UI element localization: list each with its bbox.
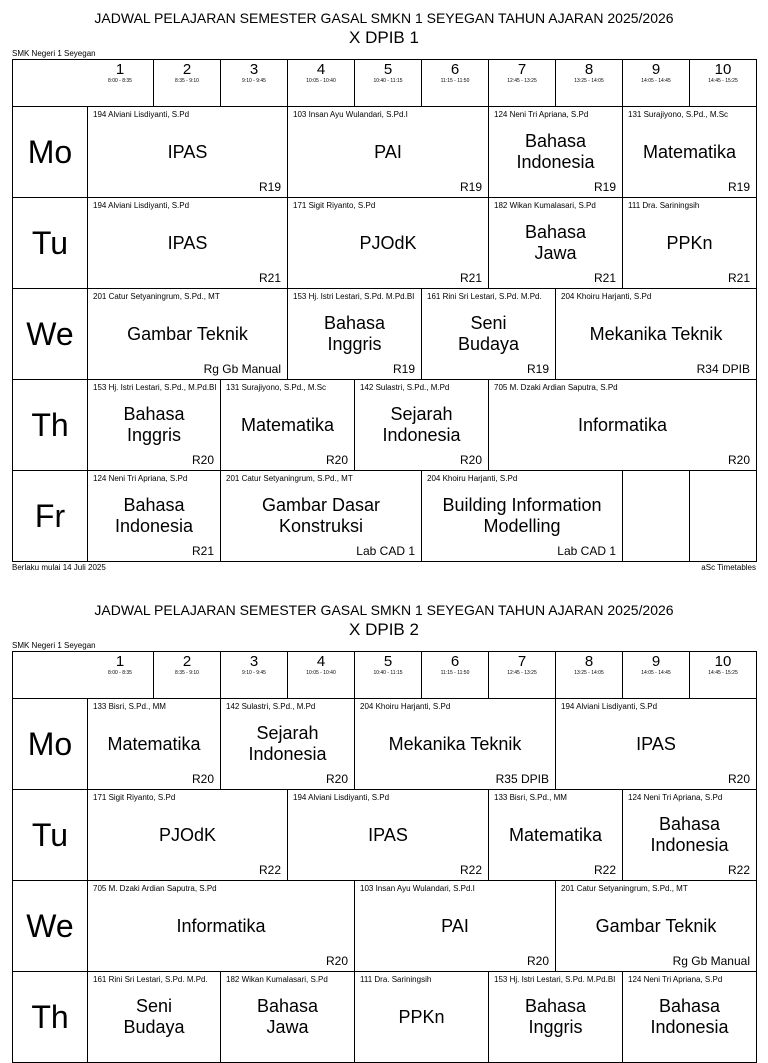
period-header: [288, 59, 355, 107]
footer-effective-date: Berlaku mulai 14 Juli 2025: [12, 563, 106, 572]
lesson-cell: [87, 380, 221, 471]
subject-name: PJOdK: [158, 824, 217, 845]
period-header: [288, 651, 355, 699]
subject-name: Gambar Teknik: [127, 323, 248, 344]
period-header: [87, 651, 154, 699]
room-label: R21: [191, 544, 214, 558]
subject-name: Bahasa Inggris: [323, 313, 386, 354]
period-number: 7: [517, 653, 527, 670]
period-time: 13:25 - 14:05: [574, 78, 604, 84]
lesson-cell: [355, 972, 489, 1063]
teacher-name: 111 Dra. Sariningsih: [628, 201, 700, 210]
day-label: Fr: [12, 471, 87, 562]
period-number: 6: [450, 653, 460, 670]
lesson-cell: [87, 881, 355, 972]
day-label: We: [12, 289, 87, 380]
teacher-name: 194 Alviani Lisdiyanti, S.Pd: [93, 201, 190, 210]
day-label: Mo: [12, 107, 87, 198]
header-corner: [12, 59, 87, 107]
period-number: 6: [450, 61, 460, 78]
subject-name: Matematika: [107, 733, 201, 754]
room-label: R20: [526, 954, 549, 968]
lesson-cell: [489, 790, 623, 881]
teacher-name: 133 Bisri, S.Pd., MM: [93, 702, 166, 711]
room-label: R20: [191, 453, 214, 467]
teacher-name: 124 Neni Tri Apriana, S.Pd: [628, 793, 723, 802]
teacher-name: 103 Insan Ayu Wulandari, S.Pd.I: [360, 884, 475, 893]
room-label: R21: [727, 271, 750, 285]
period-number: 2: [182, 653, 192, 670]
subject-name: PPKn: [666, 232, 713, 253]
subject-name: Informatika: [176, 915, 266, 936]
lesson-cell: [87, 471, 221, 562]
teacher-name: 201 Catur Setyaningrum, S.Pd., MT: [226, 474, 353, 483]
room-label: R20: [325, 954, 348, 968]
lesson-cell: [489, 198, 623, 289]
teacher-name: 204 Khoiru Harjanti, S.Pd: [360, 702, 451, 711]
teacher-name: 124 Neni Tri Apriana, S.Pd: [628, 975, 723, 984]
period-time: 12:45 - 13:25: [507, 78, 537, 84]
subject-name: Matematika: [642, 141, 737, 162]
period-number: 9: [651, 653, 661, 670]
period-time: 14:05 - 14:45: [641, 670, 671, 676]
room-label: R22: [593, 863, 616, 877]
subject-name: Bahasa Jawa: [256, 996, 319, 1037]
teacher-name: 161 Rini Sri Lestari, S.Pd. M.Pd.: [93, 975, 208, 984]
room-label: R35 DPIB: [495, 772, 549, 786]
timetable-title: JADWAL PELAJARAN SEMESTER GASAL SMKN 1 SEYEGAN TAHUN AJARAN 2025/2026: [94, 10, 674, 26]
lesson-cell: [489, 972, 623, 1063]
teacher-name: 705 M. Dzaki Ardian Saputra, S.Pd: [494, 383, 618, 392]
subject-name: Bahasa Indonesia: [650, 996, 729, 1037]
class-name: X DPIB 1: [349, 28, 419, 47]
lesson-cell: [221, 471, 422, 562]
period-time: 10:05 - 10:40: [306, 670, 336, 676]
teacher-name: 161 Rini Sri Lestari, S.Pd. M.Pd.: [427, 292, 542, 301]
period-header: [422, 651, 489, 699]
teacher-name: 204 Khoiru Harjanti, S.Pd: [427, 474, 518, 483]
room-label: R19: [526, 362, 549, 376]
lesson-cell: [87, 107, 288, 198]
day-label: Tu: [12, 198, 87, 289]
teacher-name: 182 Wikan Kumalasari, S.Pd: [226, 975, 328, 984]
lesson-cell: [355, 699, 556, 790]
room-label: R22: [258, 863, 281, 877]
room-label: R20: [191, 772, 214, 786]
period-time: 10:40 - 11:15: [373, 78, 403, 84]
teacher-name: 153 Hj. Istri Lestari, S.Pd., M.Pd.BI: [93, 383, 217, 392]
room-label: R19: [593, 180, 616, 194]
teacher-name: 103 Insan Ayu Wulandari, S.Pd.I: [293, 110, 408, 119]
period-time: 9:10 - 9:45: [242, 78, 266, 84]
period-number: 2: [182, 61, 192, 78]
lesson-cell: [355, 881, 556, 972]
subject-name: Matematika: [240, 414, 335, 435]
period-number: 10: [714, 653, 732, 670]
period-time: 9:10 - 9:45: [242, 670, 266, 676]
room-label: R21: [459, 271, 482, 285]
teacher-name: 124 Neni Tri Apriana, S.Pd: [93, 474, 188, 483]
subject-name: Building Information Modelling: [442, 495, 602, 536]
room-label: R22: [459, 863, 482, 877]
room-label: R20: [459, 453, 482, 467]
teacher-name: 171 Sigit Riyanto, S.Pd: [93, 793, 176, 802]
timetable-title: JADWAL PELAJARAN SEMESTER GASAL SMKN 1 SEYEGAN TAHUN AJARAN 2025/2026: [94, 602, 674, 618]
school-name: SMK Negeri 1 Seyegan: [12, 49, 96, 58]
room-label: Lab CAD 1: [356, 544, 415, 558]
period-number: 4: [316, 61, 326, 78]
room-label: R20: [325, 453, 348, 467]
teacher-name: 142 Sulastri, S.Pd., M.Pd: [226, 702, 316, 711]
period-time: 13:25 - 14:05: [574, 670, 604, 676]
lesson-cell: [221, 972, 355, 1063]
school-name: SMK Negeri 1 Seyegan: [12, 641, 96, 650]
period-time: 8:00 - 8:35: [108, 670, 132, 676]
period-number: 3: [249, 653, 259, 670]
subject-name: IPAS: [167, 141, 208, 162]
period-time: 8:35 - 9:10: [175, 670, 199, 676]
subject-name: Bahasa Indonesia: [516, 131, 595, 172]
subject-name: Bahasa Indonesia: [114, 495, 194, 536]
lesson-cell: [87, 198, 288, 289]
teacher-name: 194 Alviani Lisdiyanti, S.Pd: [561, 702, 658, 711]
room-label: R19: [459, 180, 482, 194]
lesson-cell: [221, 380, 355, 471]
subject-name: Bahasa Inggris: [524, 996, 587, 1037]
period-time: 10:05 - 10:40: [306, 78, 336, 84]
subject-name: IPAS: [167, 232, 208, 253]
teacher-name: 124 Neni Tri Apriana, S.Pd: [494, 110, 589, 119]
period-header: [221, 651, 288, 699]
day-label: We: [12, 881, 87, 972]
lesson-cell: [489, 107, 623, 198]
period-number: 9: [651, 61, 661, 78]
lesson-cell: [556, 699, 757, 790]
period-number: 10: [714, 61, 732, 78]
lesson-cell: [623, 790, 757, 881]
period-header: [690, 59, 757, 107]
subject-name: Bahasa Inggris: [123, 404, 185, 445]
teacher-name: 194 Alviani Lisdiyanti, S.Pd: [293, 793, 390, 802]
room-label: R19: [392, 362, 415, 376]
room-label: R19: [727, 180, 750, 194]
room-label: Rg Gb Manual: [203, 362, 281, 376]
lesson-cell: [556, 881, 757, 972]
period-header: [489, 651, 556, 699]
period-header: [221, 59, 288, 107]
teacher-name: 133 Bisri, S.Pd., MM: [494, 793, 567, 802]
period-number: 1: [115, 61, 125, 78]
teacher-name: 131 Surajiyono, S.Pd., M.Sc: [226, 383, 327, 392]
teacher-name: 705 M. Dzaki Ardian Saputra, S.Pd: [93, 884, 217, 893]
subject-name: Bahasa Jawa: [524, 222, 587, 263]
teacher-name: 182 Wikan Kumalasari, S.Pd: [494, 201, 596, 210]
lesson-cell: [288, 198, 489, 289]
room-label: R34 DPIB: [696, 362, 750, 376]
room-label: R21: [593, 271, 616, 285]
footer-credit: aSc Timetables: [701, 563, 756, 572]
period-header: [355, 651, 422, 699]
lesson-cell: [87, 790, 288, 881]
lesson-cell: [422, 471, 623, 562]
period-number: 1: [115, 653, 125, 670]
teacher-name: 171 Sigit Riyanto, S.Pd: [293, 201, 376, 210]
period-header: [154, 651, 221, 699]
room-label: R20: [727, 453, 750, 467]
subject-name: PAI: [374, 141, 402, 162]
period-header: [556, 651, 623, 699]
period-header: [489, 59, 556, 107]
day-label: Tu: [12, 790, 87, 881]
period-header: [154, 59, 221, 107]
room-label: R21: [258, 271, 281, 285]
day-label: Mo: [12, 699, 87, 790]
teacher-name: 204 Khoiru Harjanti, S.Pd: [561, 292, 652, 301]
lesson-cell: [623, 107, 757, 198]
subject-name: Mekanika Teknik: [589, 323, 723, 344]
period-time: 8:35 - 9:10: [175, 78, 199, 84]
period-time: 10:40 - 11:15: [373, 670, 403, 676]
room-label: R22: [727, 863, 750, 877]
header-corner: [12, 651, 87, 699]
period-number: 8: [584, 61, 594, 78]
subject-name: Gambar Dasar Konstruksi: [261, 495, 381, 536]
period-header: [623, 59, 690, 107]
period-number: 4: [316, 653, 326, 670]
subject-name: Sejarah Indonesia: [248, 723, 327, 764]
period-time: 8:00 - 8:35: [108, 78, 132, 84]
lesson-cell: [623, 471, 690, 562]
subject-name: PJOdK: [359, 232, 417, 253]
lesson-cell: [288, 790, 489, 881]
subject-name: Sejarah Indonesia: [382, 404, 461, 445]
subject-name: Informatika: [577, 414, 668, 435]
lesson-cell: [422, 289, 556, 380]
teacher-name: 153 Hj. Istri Lestari, S.Pd. M.Pd.BI: [293, 292, 415, 301]
lesson-cell: [623, 198, 757, 289]
subject-name: PPKn: [398, 1006, 445, 1027]
teacher-name: 131 Surajiyono, S.Pd., M.Sc: [628, 110, 729, 119]
teacher-name: 153 Hj. Istri Lestari, S.Pd. M.Pd.BI: [494, 975, 616, 984]
lesson-cell: [690, 471, 757, 562]
subject-name: IPAS: [368, 824, 408, 845]
subject-name: Matematika: [508, 824, 603, 845]
room-label: Rg Gb Manual: [672, 954, 750, 968]
room-label: R20: [325, 772, 348, 786]
teacher-name: 111 Dra. Sariningsih: [360, 975, 432, 984]
lesson-cell: [87, 289, 288, 380]
subject-name: Bahasa Indonesia: [650, 814, 729, 855]
day-label: Th: [12, 972, 87, 1063]
lesson-cell: [556, 289, 757, 380]
period-time: 14:45 - 15:25: [708, 670, 738, 676]
period-time: 14:45 - 15:25: [708, 78, 738, 84]
period-number: 5: [383, 61, 393, 78]
day-label: Th: [12, 380, 87, 471]
lesson-cell: [489, 380, 757, 471]
period-header: [87, 59, 154, 107]
period-header: [556, 59, 623, 107]
class-name: X DPIB 2: [349, 620, 419, 639]
lesson-cell: [87, 699, 221, 790]
period-time: 14:05 - 14:45: [641, 78, 671, 84]
lesson-cell: [221, 699, 355, 790]
lesson-cell: [87, 972, 221, 1063]
period-number: 5: [383, 653, 393, 670]
teacher-name: 201 Catur Setyaningrum, S.Pd., MT: [561, 884, 688, 893]
period-time: 11:15 - 11:50: [440, 78, 470, 84]
room-label: R20: [727, 772, 750, 786]
period-number: 3: [249, 61, 259, 78]
period-header: [355, 59, 422, 107]
period-number: 7: [517, 61, 527, 78]
subject-name: Gambar Teknik: [595, 915, 717, 936]
period-header: [422, 59, 489, 107]
lesson-cell: [288, 289, 422, 380]
teacher-name: 201 Catur Setyaningrum, S.Pd., MT: [93, 292, 220, 301]
teacher-name: 142 Sulastri, S.Pd., M.Pd: [360, 383, 450, 392]
subject-name: PAI: [441, 915, 469, 936]
lesson-cell: [288, 107, 489, 198]
period-number: 8: [584, 653, 594, 670]
room-label: R19: [258, 180, 281, 194]
period-header: [690, 651, 757, 699]
teacher-name: 194 Alviani Lisdiyanti, S.Pd: [93, 110, 190, 119]
subject-name: Mekanika Teknik: [388, 733, 522, 754]
room-label: Lab CAD 1: [557, 544, 616, 558]
lesson-cell: [623, 972, 757, 1063]
subject-name: Seni Budaya: [457, 313, 520, 354]
subject-name: IPAS: [636, 733, 676, 754]
subject-name: Seni Budaya: [123, 996, 185, 1037]
period-time: 11:15 - 11:50: [440, 670, 470, 676]
period-time: 12:45 - 13:25: [507, 670, 537, 676]
period-header: [623, 651, 690, 699]
lesson-cell: [355, 380, 489, 471]
